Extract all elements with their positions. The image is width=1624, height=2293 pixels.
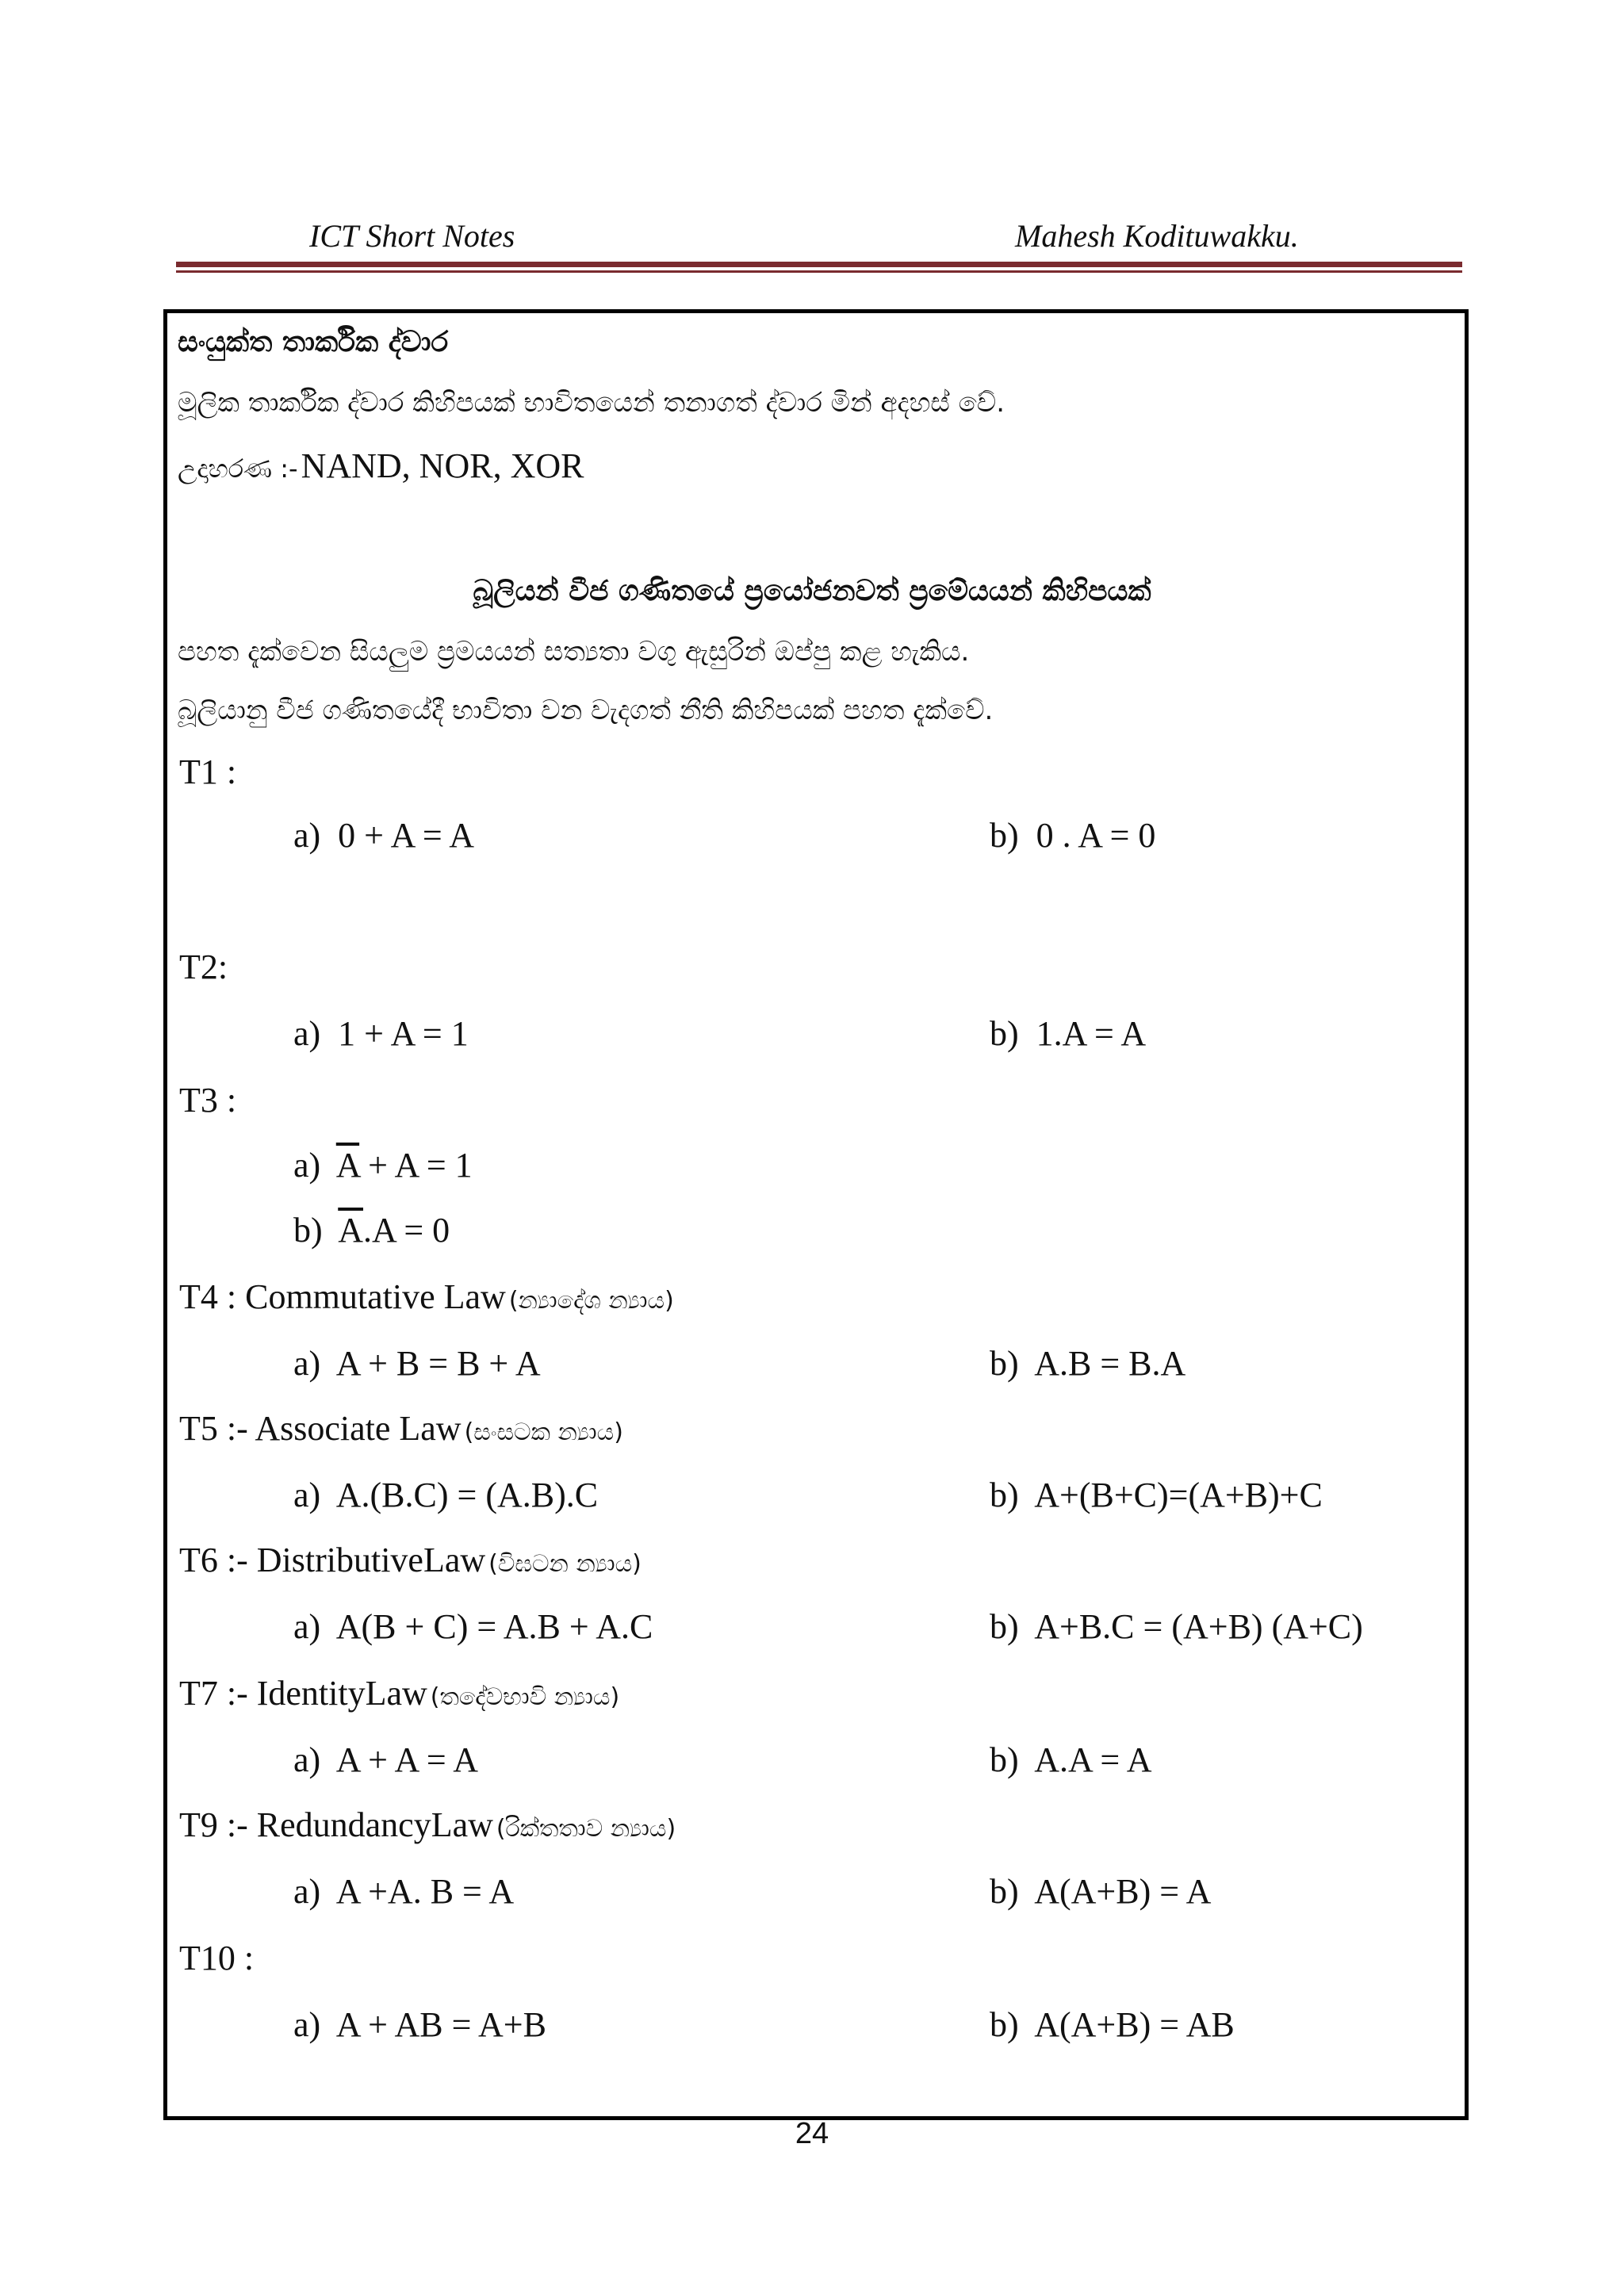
t5-label: T5 :- Associate Law bbox=[179, 1409, 462, 1448]
t3-b bbox=[293, 1208, 450, 1253]
t7-label-line bbox=[179, 1671, 619, 1724]
t6-label-line bbox=[179, 1538, 642, 1591]
t1-b: b) 0 . A = 0 bbox=[990, 816, 1156, 855]
t6-a: a) A(B + C) = A.B + A.C bbox=[293, 1607, 653, 1646]
t4-sinhala: (න්‍යාදේශ න්‍යාය) bbox=[508, 1287, 674, 1315]
t1-label: T1 : bbox=[179, 752, 237, 791]
t7-a: a) A + A = A bbox=[293, 1740, 478, 1779]
header-rule-thin bbox=[176, 270, 1462, 273]
theorems-intro-line-2: බූලියානු වීජ ගණිතයේදී භාවිතා වන වැදගත් නීති කිහිපයක් පහත දැක්වේ. bbox=[178, 695, 994, 726]
header-title: ICT Short Notes bbox=[309, 218, 515, 254]
example-text: NAND, NOR, XOR bbox=[301, 446, 584, 485]
t5-b: b) A+(B+C)=(A+B)+C bbox=[990, 1476, 1323, 1514]
t6-b: b) A+B.C = (A+B) (A+C) bbox=[990, 1607, 1363, 1646]
t9-label: T9 :- RedundancyLaw bbox=[179, 1805, 493, 1844]
t3-a-complement: $\overline{A}$ bbox=[335, 1146, 360, 1185]
example-line bbox=[178, 444, 584, 496]
t7-label: T7 :- IdentityLaw bbox=[179, 1674, 427, 1713]
t7-b: b) A.A = A bbox=[990, 1740, 1152, 1779]
t4-label: T4 : Commutative Law bbox=[179, 1277, 506, 1316]
t4-b: b) A.B = B.A bbox=[990, 1344, 1186, 1383]
t6-label: T6 :- DistributiveLaw bbox=[179, 1541, 486, 1579]
t9-b: b) A(A+B) = A bbox=[990, 1872, 1212, 1911]
t4-label-line bbox=[179, 1275, 674, 1327]
t2-b: b) 1.A = A bbox=[990, 1014, 1147, 1053]
example-label: උදාහරණ :- bbox=[178, 454, 298, 484]
t3-label: T3 : bbox=[179, 1081, 237, 1120]
t2-label: T2: bbox=[179, 947, 228, 986]
section-title-boolean-theorems: බූලියන් වීජ ගණිතයේ ප්‍රයෝජනවත් ප්‍රමේයයන් කිහිපයක් bbox=[473, 575, 1151, 607]
combined-gates-description: මූලික තාර්කික ද්වාර කිහිපයක් භාවිතයෙන් තනාගත් ද්වාර මින් අදහස් වේ. bbox=[178, 387, 1005, 419]
t5-label-line bbox=[179, 1407, 623, 1459]
t9-label-line bbox=[179, 1803, 676, 1855]
section-title-combined-gates: සංයුක්ත තාර්කික ද්වාර bbox=[178, 326, 449, 358]
t3-b-complement: $\overline{A}$ bbox=[338, 1211, 364, 1250]
t3-b-rest: .A = 0 bbox=[363, 1211, 450, 1250]
header-rule bbox=[176, 262, 1462, 267]
header-author: Mahesh Kodituwakku. bbox=[1015, 218, 1299, 254]
t10-label: T10 : bbox=[179, 1939, 255, 1977]
t5-sinhala: (සංසටක න්‍යාය) bbox=[464, 1418, 623, 1446]
t10-a: a) A + AB = A+B bbox=[293, 2005, 546, 2044]
t9-a: a) A +A. B = A bbox=[293, 1872, 515, 1911]
t5-a: a) A.(B.C) = (A.B).C bbox=[293, 1476, 599, 1514]
t9-sinhala: (රික්තතාව න්‍යාය) bbox=[496, 1815, 676, 1843]
t1-a: a) 0 + A = A bbox=[293, 816, 475, 855]
t3-b-prefix: b) bbox=[293, 1211, 339, 1250]
t6-sinhala: (විඝටන න්‍යාය) bbox=[488, 1550, 642, 1578]
page-number: 24 bbox=[795, 2117, 829, 2150]
t2-a: a) 1 + A = 1 bbox=[293, 1014, 469, 1053]
t3-a-rest: + A = 1 bbox=[359, 1146, 473, 1185]
t10-b: b) A(A+B) = AB bbox=[990, 2005, 1235, 2044]
t3-a-prefix: a) bbox=[293, 1146, 336, 1185]
t3-a bbox=[293, 1143, 473, 1188]
t7-sinhala: (තදේවභාවි න්‍යාය) bbox=[430, 1683, 620, 1711]
t4-a: a) A + B = B + A bbox=[293, 1344, 541, 1383]
theorems-intro-line-1: පහත දැක්වෙන සියලුම ප්‍රමයයන් සත්‍යතා වගු ඇසුරින් ඔප්පු කළ හැකිය. bbox=[178, 636, 970, 668]
